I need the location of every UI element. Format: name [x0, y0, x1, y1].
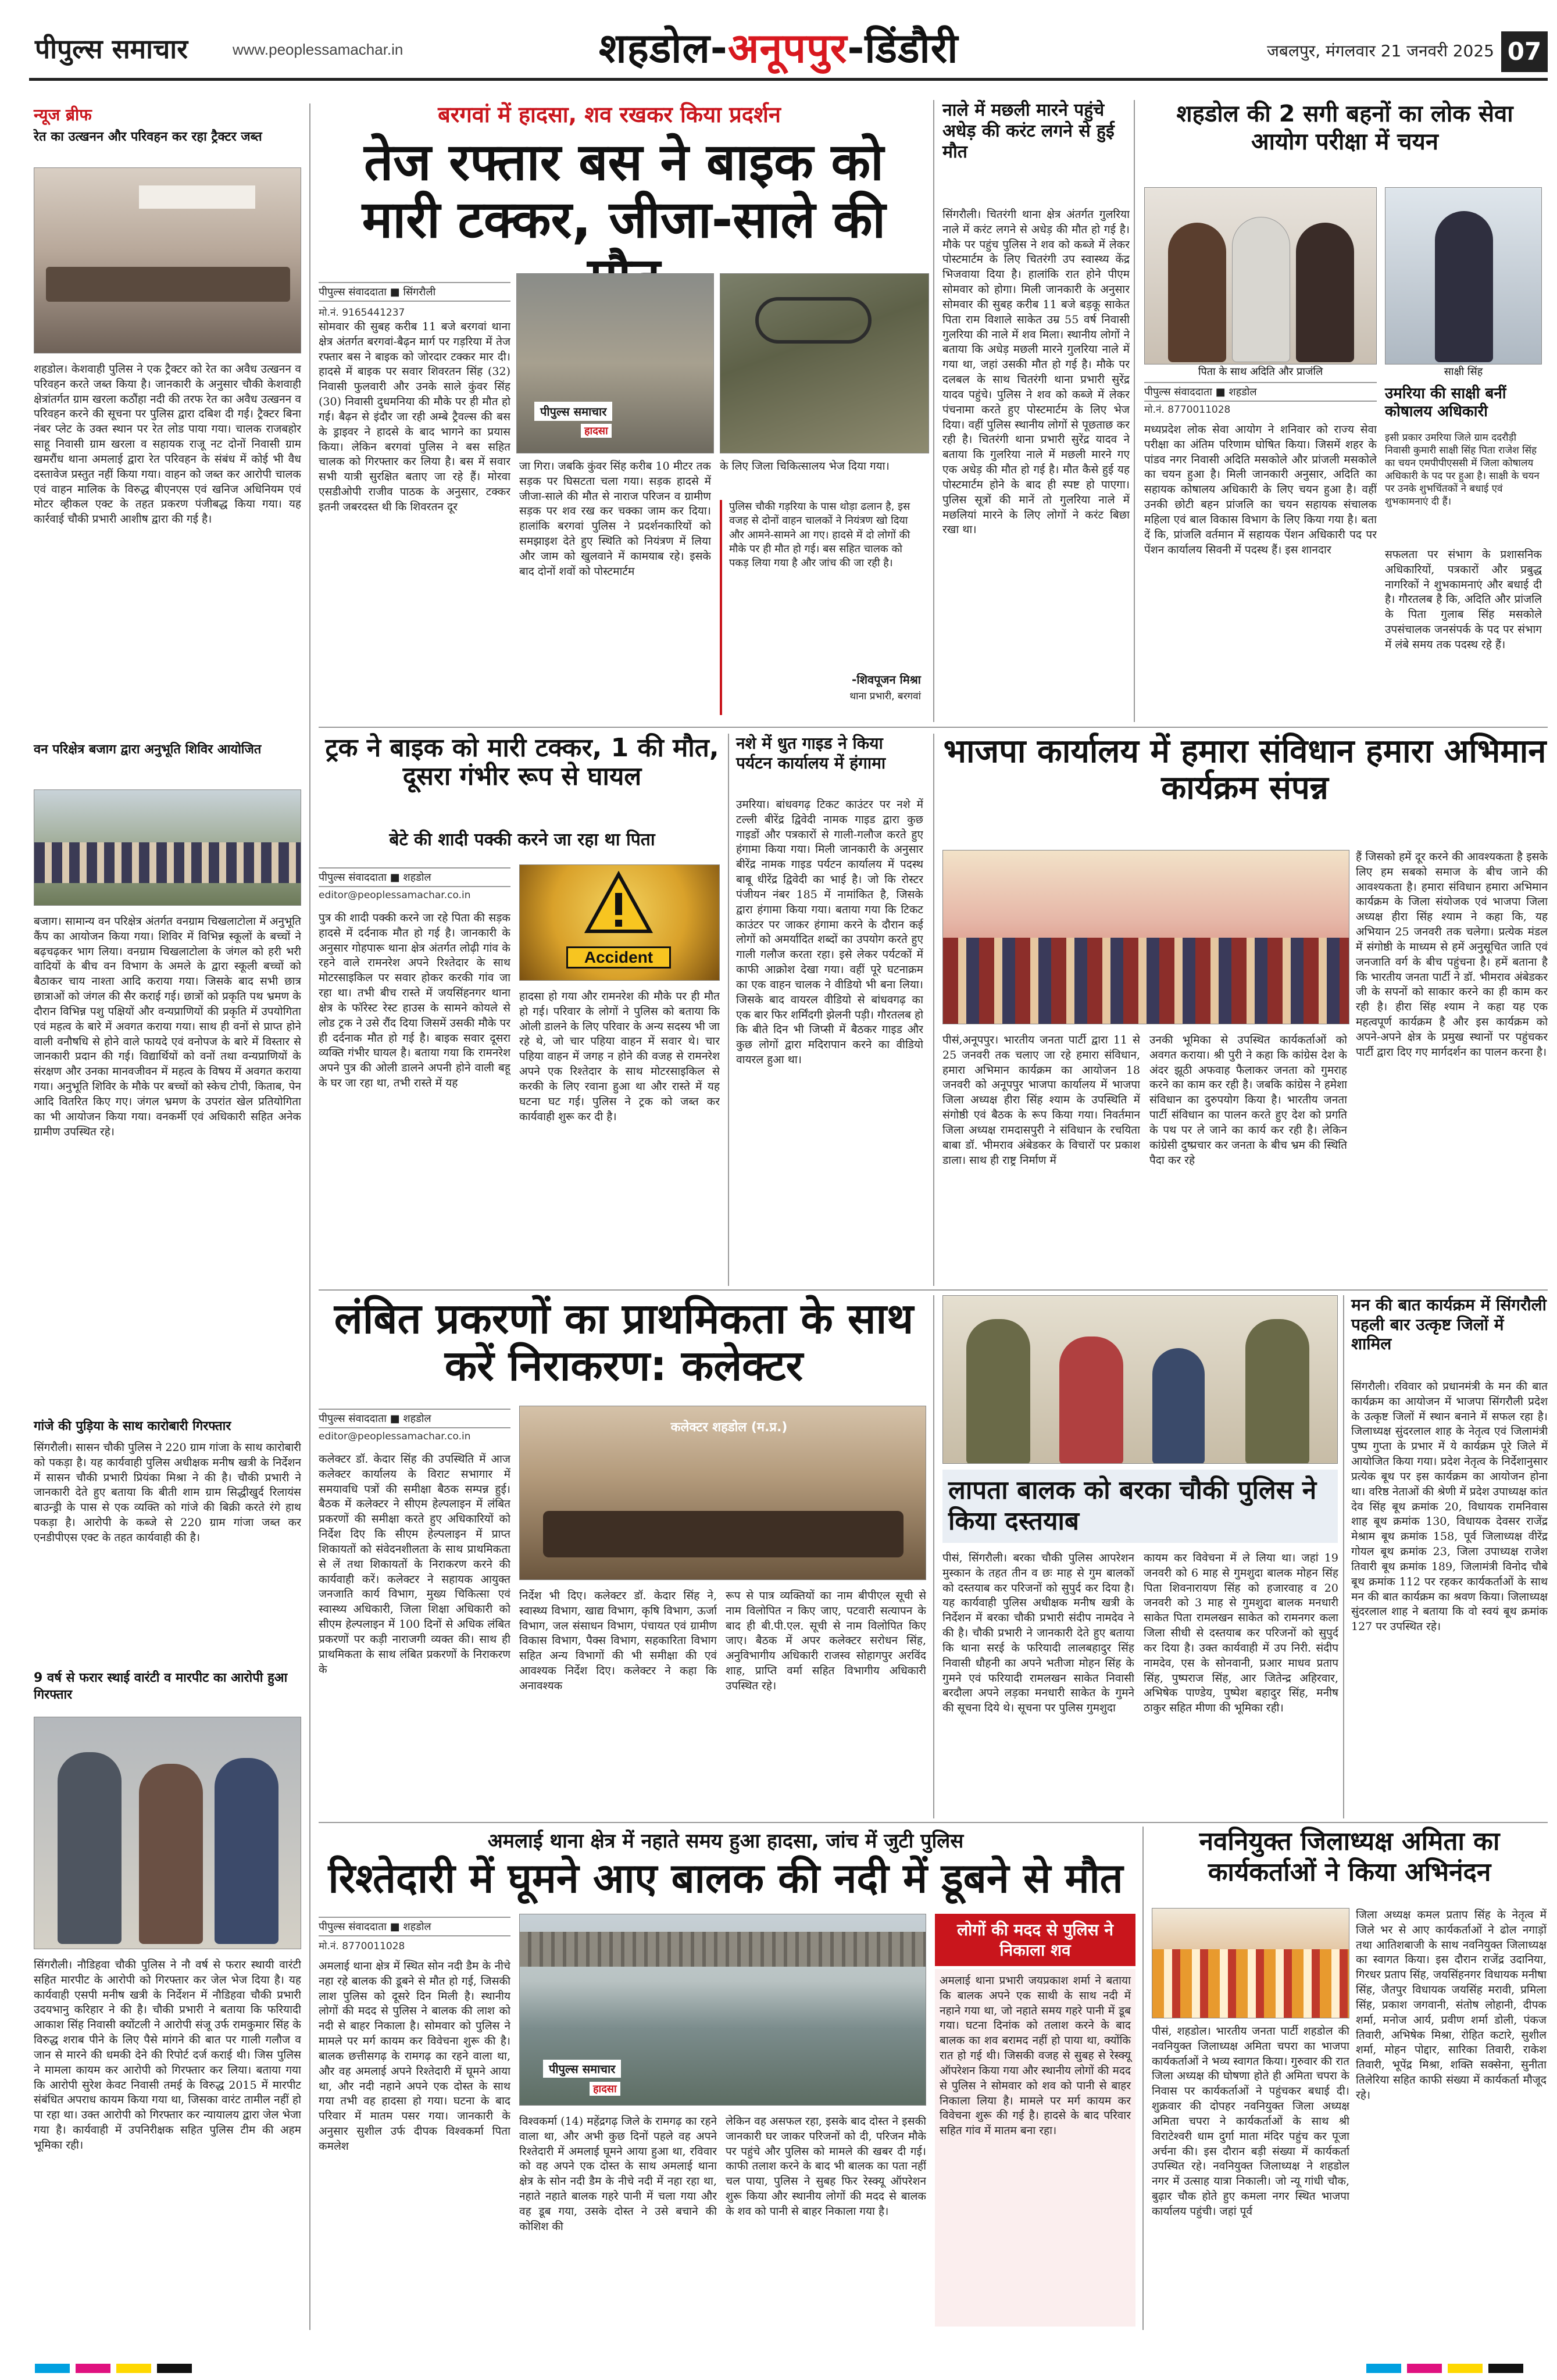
- officer-figure-2: [1245, 1319, 1309, 1464]
- guide-body: उमरिया। बांधवगढ़ टिकट काउंटर पर नशे में टल्ली बीरेंद्र द्विवेदी नामक गाइड द्वारा कुछ गाइडों और पत्रकारों से गाली-गलौज करते हुए हंगामा किया गया। मिली जानकारी के अनुसार बीरेंद्र नामक गाइड पर्यटन कार्यालय में पदस्थ बाबू धीरेंद्र द्विवेदी का भाई है। जो कि रोस्टर पंजीयन नंबर 185 में नामांकित है, जिसके द्वारा हंगामा किया गया। बताया गया कि टिकट काउंटर पर जाकर हंगामा करने के दौरान कई लोगों को अमर्यादित शब्दों का उपयोग करते हुए गाली गलौज करता रहा। इसे लेकर पर्यटकों में काफी आक्रोश देखा गया। वहीं पूरे घटनाक्रम का एक वाहन चालक ने वीडियो भी बना लिया। जिसके बाद वायरल वीडियो से बांधवगढ़ का एक बार फिर शर्मिंदगी झेलनी पड़ी। गौरतलब हो कि बीते दिन भी जिप्सी में बैठकर गाइड और कुछ लोगों द्वारा मदिरापान करने का वीडियो वायरल हुआ था।: [736, 798, 923, 1067]
- drowning-box-body: अमलाई थाना प्रभारी जयप्रकाश शर्मा ने बताया कि बालक अपने एक साथी के साथ नदी में नहाने गया था, जो नहाते समय गहरे पानी में डूब गया। घटना दिनांक को तलाश करने के बाद बालक का शव बरामद नहीं हो पाया था, क्योंकि रात हो गई थी। जिसकी वजह से सुबह से रेस्क्यू ऑपरेशन किया गया और स्थानीय लोगों की मदद से पुलिस ने सोमवार को शव को पानी से बाहर निकाला लिया है। मामले पर मर्ग कायम कर विवेचना शुरू की गई है। हादसे के बाद परिवार सहित गांव में मातम बना रहा।: [935, 1969, 1135, 2327]
- masthead-rule: [29, 78, 1548, 81]
- truck-email[interactable]: editor@peoplessamachar.co.in: [319, 889, 471, 901]
- brief-headline-3: गांजे की पुड़िया के साथ कारोबारी गिरफ्तार: [34, 1419, 231, 1434]
- lead-body-col2: जा गिरा। जबकि कुंवर सिंह करीब 10 मीटर तक सड़क पर घिसटता चला गया। सड़क हादसे में जीजा-साले की मौत से नाराज परिजन व ग्रामीण सड़क पर शव रख कर चक्का जाम कर दिया। हालांकि बरगवां पुलिस ने प्रदर्शनकारियों को समझाइश देते हुए स्थिति को नियंत्रण में लिया और जाम को खुलवाने में कामयाब रहे। इसके बाद दोनों शवों को पोस्टमार्टम: [519, 460, 711, 578]
- guide-story: [728, 734, 926, 1286]
- collector-byline-city: शहडोल: [403, 1413, 431, 1425]
- black-mark: [157, 2364, 192, 2373]
- cyan-mark-right: [1366, 2364, 1401, 2373]
- bjp-story: [933, 734, 1548, 1286]
- drowning-body-col3: लेकिन वह असफल रहा, इसके बाद दोस्त ने इसकी जानकारी घर जाकर परिजनों को दी, परिजन मौके पर पहुंचे और पुलिस को मामले की खबर दी गई। काफी तलाश करने के बाद भी बालक का पता नहीं चल पाया, पुलिस ने सुबह फिर रेस्क्यू ऑपरेशन शुरू किया और स्थानीय लोगों की मदद से बालक के शव को पानी से बाहर निकाला गया है।: [726, 2115, 926, 2218]
- collector-body-col3: रूप से पात्र व्यक्तियों का नाम बीपीएल सूची से नाम विलोपित न किए जाए, पटवारी सत्यापन के बाद ही बी.पी.एल. सूची से नाम विलोपित किए जाए। बैठक में अपर कलेक्टर सरोधन सिंह, अनुविभागीय अधिकारी राजस्व सोहागपुर अरविंद शाह, प्राप्ति वर्मा सहित विभागीय अधिकारी उपस्थित रहे।: [726, 1589, 926, 1692]
- missing-boy-body-col2: कायम कर विवेचना में ले लिया था। जहां 19 जनवरी को 6 माह से गुमशुदा बालक मोहन सिंह पिता शिवनारायण सिंह को हजारवाह व 20 जनवरी को 3 माह से गुमशुदा बालक मनधारी साकेत पिता रामलखन साकेत को रामनगर कला जिला सीधी से दस्तयाब कर परिजनों को सुपुर्द कर दिया है। उक्त कार्यवाही में उप निरी. संदीप नामदेव, एस के सोनवानी, प्रआर माधव प्रताप सिंह, पुष्पराज सिंह, आर जितेन्द्र अहिरवार, अभिषेक पाण्डेय, पुष्पेश बहादुर सिंह, मनीष ठाकुर सहित मीणा की भूमिका रही।: [1144, 1552, 1338, 1715]
- region-title: [599, 19, 958, 74]
- truck-body-col2: हादसा हो गया और रामनरेश की मौके पर ही मौत हो गई। परिवार के लोगों ने पुलिस को बताया कि ओली डालने के लिए परिवार के अन्य सदस्य भी जा रहे थे, जो चार पहिया वाहन में सवार थे। चार पहिया वाहन में जगह न होने की वजह से रामनरेश अपने एक रिश्तेदार के साथ मोटरसाइकिल से करकी के लिए रवाना हुआ था और रास्ते में यह घटना घट गई। पुलिस ने ट्रक को जब्त कर कार्यवाही शुरू कर दी है।: [519, 990, 720, 1123]
- wrecked-bike: [755, 297, 872, 344]
- masthead: [0, 0, 1557, 76]
- wall-banner: [139, 185, 255, 209]
- lead-mobile: मो.नं. 9165441237: [319, 307, 405, 319]
- missing-boy-headline: लापता बालक को बरका चौकी पुलिस ने किया दस्तयाब: [942, 1470, 1338, 1543]
- sisters-byline-city: शहडोल: [1229, 386, 1257, 398]
- yellow-mark-right: [1448, 2364, 1483, 2373]
- accused-figure-2: [139, 1764, 203, 1944]
- conference-table: [543, 1511, 904, 1557]
- lead-photo-wreck: [720, 273, 929, 453]
- sisters-mobile: मो.नं. 8770011028: [1144, 404, 1231, 416]
- river-photo: [519, 1914, 926, 2106]
- child-figure: [1152, 1348, 1205, 1464]
- audience-rows: [943, 938, 1349, 1024]
- drowning-byline-city: शहडोल: [403, 1921, 431, 1933]
- sisters-headline: शहडोल की 2 सगी बहनों का लोक सेवा आयोग परीक्षा में चयन: [1176, 101, 1513, 155]
- truck-body-col1: पुत्र की शादी पक्की करने जा रहे पिता की सड़क हादसे में दर्दनाक मौत हो गई है। जानकारी के अनुसार गोहपारू थाना क्षेत्र अंतर्गत लोढ़ी गांव के रहने वाले रामनरेश अपने रिश्तेदार के साथ मोटरसाइकिल पर सवार होकर करकी गांव जा रहा था। तभी बीच रास्ते में जयसिंहनगर थाना क्षेत्र के फॉरेस्ट रेस्ट हाउस के सामने कोयले से लोड ट्रक ने उसे रौंद दिया जिसमें उसकी मौके पर ही दर्दनाक मौत हो गई है। बाइक सवार दूसरा व्यक्ति गंभीर घायल है। बताया गया कि रामनरेश अपने पुत्र की ओली डालने अपनी होने वाली बहू के घर जा रहा था, तभी रास्ते में यह: [319, 912, 510, 1090]
- lead-story: [319, 99, 929, 721]
- accident-label: Accident: [566, 946, 671, 969]
- region-dindori: -डिंडौरी: [847, 24, 959, 72]
- sister-figure-1: [1168, 223, 1226, 362]
- photo-tag-red: हादसा: [581, 424, 612, 438]
- brief-body-1: शहडोल। केशवाही पुलिस ने एक ट्रैक्टर को रेत का अवैध उत्खनन व परिवहन करते जब्त किया है। जानकारी के अनुसार चौकी केशवाही क्षेत्रांतर्गत ग्राम खरला कठौंहा नदी की तरफ रेत का अवैध उत्खनन व परिवहन करने की सूचना पर पुलिस द्वारा दबिश दी गई। ट्रैक्टर बिना नंबर प्लेट के उक्त स्थान पर रेत लोड पाया गया। चालक राजबहोर साहू निवासी ग्राम खरला व सहायक राजू नट दोनों निवासी ग्राम खमरौंध थाना अमलाई द्वारा रेत परिवहन के संबंध में कोई भी वैध दस्तावेज प्रस्तुत नहीं किया गया। वाहन को जब्त कर आरोपी चालक एवं वाहन मालिक के विरुद्ध बीएनएस एवं खनिज अधिनियम एवं मोटर व्हीकल एक्ट के तहत प्रकरण पंजीबद्ध किया गया। यह कार्रवाई चौकी प्रभारी आशीष द्वारा की गई है।: [34, 363, 301, 526]
- sister-figure-2: [1296, 223, 1354, 362]
- sisters-byline-reporter: पीपुल्स संवाददाता: [1144, 386, 1212, 398]
- row-divider-2: [319, 1289, 1548, 1291]
- region-shahdol: शहडोल-: [599, 24, 728, 72]
- print-color-strip: [0, 2364, 1557, 2373]
- quote-text: पुलिस चौकी गड़रिया के पास थोड़ा ढलान है, इस वजह से दोनों वाहन चालकों ने नियंत्रण खो दिया और आमने-सामने आ गए। हादसे में दो लोगों की मौके पर ही मौत हो गई। बस सहित चालक को पकड़ लिया गया है और जांच की जा रही है।: [729, 501, 910, 570]
- brief-photo-1: [34, 167, 301, 353]
- lead-kicker: बरगवां में हादसा, शव रखकर किया प्रदर्शन: [438, 102, 781, 127]
- column-divider-left: [309, 103, 310, 2330]
- collector-byline: पीपुल्स संवाददाता ■ शहडोल: [319, 1409, 510, 1428]
- missing-boy-photo: [942, 1295, 1338, 1464]
- truck-subhead: बेटे की शादी पक्की करने जा रहा था पिता: [389, 830, 655, 850]
- lead-quote: [720, 500, 923, 715]
- row-divider-1: [319, 727, 1548, 728]
- publication-logo: पीपुल्स समाचार: [35, 33, 188, 65]
- students-group: [34, 842, 301, 883]
- black-mark-right: [1488, 2364, 1523, 2373]
- accident-graphic: [519, 864, 720, 981]
- byline-city: सिंगरौली: [403, 286, 436, 298]
- sisters-body-col1: मध्यप्रदेश लोक सेवा आयोग ने शनिवार को राज्य सेवा परीक्षा का अंतिम परिणाम घोषित किया। जिसमें शहर के पांडव नगर निवासी अदिति मसकोले और प्रांजली मसकोले का चयन हुआ है। मिली जानकारी अनुसार, अदिति का सहायक कोषालय अधिकारी के लिए चयन हुआ है। वहीं उनकी छोटी बहन प्रांजलि का चयन सहायक संचालक महिला एवं बाल विकास विभाग के लिए किया गया है। बता दें कि, प्रांजलि वर्तमान में सहायक पेंशन अधिकारी पद पर पेंशन कार्यालय सिवनी में पदस्थ हैं। इस शानदार: [1144, 423, 1377, 556]
- lead-headline: तेज रफ्तार बस ने बाइक को मारी टक्कर, जीजा-साले की: [362, 132, 886, 249]
- cyan-mark: [35, 2364, 70, 2373]
- truck-byline-city: शहडोल: [403, 871, 431, 884]
- drowning-box-title: लोगों की मदद से पुलिस ने निकाला शव: [935, 1914, 1135, 1966]
- sisters-byline: पीपुल्स संवाददाता ■ शहडोल: [1144, 382, 1377, 402]
- amita-body-col2: जिला अध्यक्ष कमल प्रताप सिंह के नेतृत्व में जिले भर से आए कार्यकर्ताओं ने ढोल नगाड़ों तथा आतिशबाजी के साथ नवनियुक्त जिलाध्यक्ष का स्वागत किया। इस दौरान राजेंद्र उदानिया, गिरधर प्रताप सिंह, जयसिंहनगर विधायक मनीषा सिंह, जैतपुर विधायक जयसिंह मरावी, प्रमिला सिंह, प्रकाश जगवानी, संतोष लोहानी, दीपक शर्मा, मनोज आर्य, प्रवीण शर्मा डोली, पंकज तिवारी, अभिषेक मिश्रा, रोहित कटारे, सुशील शर्मा, मोहन पोद्दार, सारिका तिवारी, राकेश तिवारी, भूपेंद्र मिश्रा, शक्ति सक्सेना, सुनीता तिलेरिया सहित काफी संख्या में कार्यकर्ता मौजूद रहे।: [1356, 1909, 1547, 2102]
- brief-photo-4: [34, 1717, 301, 1949]
- drowning-body-col1: अमलाई थाना क्षेत्र में स्थित सोन नदी डैम के नीचे नहा रहे बालक की डूबने से मौत हो गई, जिसकी लाश पुलिस को दूसरे दिन मिली है। स्थानीय लोगों की मदद से पुलिस ने बालक की लाश को नदी से बाहर निकाला है। सोमवार को पुलिस ने मामले पर मर्ग कायम कर विवेचना शुरू की है। बालक छत्तीसगढ़ के रामगढ़ का रहने वाला था, और वह अमलाई अपने रिश्तेदारी में घूमने आया था, और नदी नहाने अपने एक दोस्त के साथ गया तभी वह हादसा हो गया। घटना के बाद परिवार में मातम पसर गया। जानकारी के अनुसार सुशील उर्फ दीपक विश्वकर्मा पिता कमलेश: [319, 1960, 510, 2153]
- guide-headline: नशे में धुत गाइड ने किया पर्यटन कार्यालय में हंगामा: [736, 734, 886, 773]
- family-figure: [1059, 1336, 1123, 1464]
- drowning-mobile: मो.नं. 8770011028: [319, 1941, 405, 1952]
- collector-body-col2: निर्देश भी दिए। कलेक्टर डॉ. केदार सिंह ने, स्वास्थ्य विभाग, खाद्य विभाग, कृषि विभाग, ऊर्जा विभाग, जल संसाधन विभाग, पंचायत एवं ग्रामीण विकास विभाग, पैक्स विभाग, सहकारिता विभाग सहित अन्य विभागों की भी समीक्षा की एवं आवश्यक निर्देश दिए। कलेक्टर ने कहा कि अनावश्यक: [519, 1589, 717, 1692]
- dam-structure: [520, 1932, 926, 1967]
- bjp-body-col1: पीसं,अनूपपुर। भारतीय जनता पार्टी द्वारा 11 से 25 जनवरी तक चलाए जा रहे हमारा संविधान, हमारा अभिमान कार्यक्रम का आयोजन 18 जनवरी को अनूपपुर भाजपा कार्यालय में भाजपा जिला अध्यक्ष हीरा सिंह श्याम के उपस्थिति में संगोष्ठी एवं बैठक के रूप किया गया। निवर्तमान जिला अध्यक्ष रामदासपुरी ने संविधान के रचयिता बाबा डॉ. भीमराव अंबेडकर के विचारों पर प्रकाश डाला। साथ ही राष्ट्र निर्माण में: [942, 1034, 1140, 1167]
- drowning-byline-reporter: पीपुल्स संवाददाता: [319, 1921, 387, 1933]
- sakshi-body: इसी प्रकार उमरिया जिले ग्राम ददरौड़ी निवासी कुमारी साक्षी सिंह पिता राजेश सिंह का चयन एमपीपीएससी में जिला कोषालय अधिकारी के पद पर हुआ है। साक्षी के चयन पर उनके शुभचिंतकों ने बधाई एवं शुभकामनाएं दी हैं।: [1385, 432, 1540, 508]
- photo-tag-brand: पीपुल्स समाचार: [540, 405, 607, 419]
- collector-byline-reporter: पीपुल्स संवाददाता: [319, 1413, 387, 1425]
- collector-photo: [519, 1406, 926, 1580]
- accused-figure-1: [58, 1752, 122, 1944]
- drowning-body-col2: विश्वकर्मा (14) महेंद्रगढ़ जिले के रामगढ़ का रहने वाला था, और अभी कुछ दिनों पहले वह अपने रिश्तेदारी में अमलाई घूमने आया हुआ था, रविवार को वह अपने एक दोस्त के साथ अमलाई थाना क्षेत्र के सोन नदी डैम के नीचे नदी में नहा रहा था, नहाते नहाते बालक गहरे पानी में चला गया और वह डूब गया, उसके दोस्त ने उसे बचाने की कोशिश की: [519, 2115, 717, 2233]
- brief-headline-2: वन परिक्षेत्र बजाग द्वारा अनुभूति शिविर आयोजित: [34, 742, 262, 757]
- sakshi-subhead: उमरिया की साक्षी बनीं कोषालय अधिकारी: [1385, 385, 1506, 421]
- mann-ki-baat-story: [1343, 1295, 1548, 1818]
- drowning-kicker: अमलाई थाना क्षेत्र में नहाते समय हुआ हादसा, जांच में जुटी पुलिस: [487, 1829, 964, 1853]
- page-number: 07: [1501, 31, 1548, 72]
- magenta-mark-right: [1407, 2364, 1442, 2373]
- current-death-story: [933, 100, 1131, 722]
- garland-group: [1152, 1949, 1349, 2018]
- quote-author: -शिवपूजन मिश्रा: [852, 673, 921, 687]
- bjp-photo: [942, 850, 1349, 1024]
- issue-date: जबलपुर, मंगलवार 21 जनवरी 2025: [1267, 41, 1494, 60]
- region-anuppur: अनूपपुर: [727, 24, 848, 72]
- row-divider-3: [319, 1822, 1548, 1823]
- brief-body-2: बजाग। सामान्य वन परिक्षेत्र अंतर्गत वनग्राम चिखलाटोला में अनुभूति कैंप का आयोजन किया गया। शिविर में विभिन्न स्कूलों के बच्चों ने बढ़चढ़कर भाग लिया। वनग्राम चिखलाटोला के जंगल को हरी भरी वादियों के बीच वन विभाग के अमले के द्वारा स्कूली बच्चों को बैठाकर चाय नाश्ता आदि कराया गया। जिसके बाद सभी छात्र छात्राओं को जंगल की सैर कराई गई। छात्रों को प्रकृति पथ भ्रमण के दौरान विभिन्न पशु पक्षियों और वन्यप्राणियों की प्रकृति में उपयोगिता एवं महत्व के बारे में अवगत कराया गया। साथ ही वनों से प्राप्त होने वाली वनौषधि से होने वाले फायदे एवं वनोपज के बारे में विस्तार से जानकारी प्रदान की गई। विद्यार्थियों को वनों तथा वन्यप्राणियों के संरक्षण और उनका मानवजीवन में महत्व के विषय में अवगत कराया गया। अनुभूति शिविर के मौके पर बच्चों को स्केच टोपी, किताब, पेन आदि वितरित किए गए। जंगल भ्रमण के उपरांत खेल प्रतियोगिता का भी आयोजन किया गया। वनकर्मी एवं अधिकारी सहित अनेक ग्रामीण उपस्थित रहे।: [34, 915, 301, 1138]
- amita-photo: [1152, 1908, 1349, 2018]
- missing-boy-story: [933, 1295, 1340, 1818]
- drowning-story: [319, 1827, 1138, 2330]
- sisters-story: [1134, 100, 1548, 722]
- mann-ki-baat-headline: मन की बात कार्यक्रम में सिंगरौली पहली बार उत्कृष्ट जिलों में शामिल: [1351, 1295, 1547, 1354]
- brief-headline-1: रेत का उत्खनन और परिवहन कर रहा ट्रैक्टर जब्त: [34, 130, 262, 144]
- warning-triangle-icon: [584, 871, 653, 935]
- mann-ki-baat-body: सिंगरौली। रविवार को प्रधानमंत्री के मन की बात कार्यक्रम का आयोजन में भाजपा सिंगरौली प्रदेश के उत्कृष्ट जिलों में स्थान बनाने में सफल रहा है। जिलाध्यक्ष सुंदरलाल शाह के नेतृत्व एवं जिलामंत्री पुष्प गुप्ता के प्रभार में ये कार्यक्रम पूरे जिले में आयोजित किया गया। प्रदेश नेतृत्व के निर्देशानुसार प्रत्येक बूथ पर इस कार्यक्रम का आयोजन होना था। वरिष्ठ नेताओं की श्रेणी में प्रदेश उपाध्यक्ष कांत देव सिंह बूथ क्रमांक 20, विधायक रामनिवास शाह बूथ क्रमांक 130, विधायक देवसर राजेंद्र मेश्राम बूथ क्रमांक 158, पूर्व जिलाध्यक्ष वीरेंद्र गोयल बूथ क्रमांक 23, जिला उपाध्यक्ष राजेश तिवारी बूथ क्रमांक 189, जिलामंत्री विनोद चौबे बूथ क्रमांक 112 पर रहकर कार्यकर्ताओं के साथ मन की बात कार्यक्रम का श्रवण किया। जिलाध्यक्ष सुंदरलाल शाह ने बताया कि वो स्वयं बूथ क्रमांक 127 पर उपस्थित रहे।: [1351, 1380, 1548, 1634]
- magenta-mark: [76, 2364, 110, 2373]
- lead-body-col1: सोमवार की सुबह करीब 11 बजे बरगवां थाना क्षेत्र अंतर्गत बरगवां-बैढ़न मार्ग पर गड़रिया में तेज रफ्तार बस ने बाइक को जोरदार टक्कर मार दी। हादसे में बाइक पर सवार शिवरतन सिंह (32) निवासी फुलवारी और उनके साले कुंवर सिंह (30) निवासी दुधमनिया की मौके पर ही मौत हो गई। बैढ़न से इंदौर जा रही अम्बे ट्रैवल्स की बस के ड्राइवर ने हादसे के बाद भागने का प्रयास किया। लेकिन बरगवां पुलिस ने बस सहित चालक को गिरफ्तार कर लिया है। बस में सवार सभी यात्री सुरक्षित बताए जा रहे हैं। मोरवा एसडीओपी राजीव पाठक के अनुसार, टक्कर इतनी जबरदस्त थी कि शिवरतन दूर: [319, 320, 510, 513]
- sisters-photo: [1144, 187, 1377, 364]
- bjp-body-col2: उनकी भूमिका से उपस्थित कार्यकर्ताओं को अवगत कराया। श्री पुरी ने कहा कि कांग्रेस देश के अंदर झूठी अफवाह फैलाकर जनता को गुमराह करने का काम कर रही है। जबकि कांग्रेस ने हमेशा संविधान का दुरुपयोग किया है। भारतीय जनता पार्टी संविधान का पालन करते हुए देश को प्रगति के पथ पर ले जाने का कार्य कर रही है। लेकिन कांग्रेसी दुष्प्रचार कर जनता के बीच भ्रम की स्थिति पैदा कर रहे: [1149, 1034, 1347, 1167]
- sisters-body-col2: सफलता पर संभाग के प्रशासनिक अधिकारियों, पत्रकारों और प्रबुद्ध नागरिकों ने शुभकामनाएं और बधाई दी है। गौरतलब है कि, अदिति और प्रांजलि के पिता गुलाब सिंह मसकोले उपसंचालक जनसंपर्क के पद पर संभाग में लंबे समय तक पदस्थ रहे हैं।: [1385, 548, 1542, 651]
- photo-tag: [534, 402, 612, 421]
- brief-headline-4: 9 वर्ष से फरार स्थाई वारंटी व मारपीट का आरोपी हुआ गिरफ्तार: [34, 1671, 288, 1702]
- photo-tag-red-2: हादसा: [590, 2082, 620, 2096]
- lead-body-col3: के लिए जिला चिकित्सालय भेज दिया गया।: [720, 460, 890, 473]
- quote-role: थाना प्रभारी, बरगवां: [849, 691, 921, 702]
- sakshi-figure: [1435, 211, 1493, 362]
- bjp-headline: भाजपा कार्यालय में हमारा संविधान हमारा अभिमान कार्यक्रम संपन्न: [943, 732, 1547, 807]
- sakshi-photo-caption: साक्षी सिंह: [1385, 364, 1542, 378]
- truck-headline: ट्रक ने बाइक को मारी टक्कर, 1 की मौत, दूसरा गंभीर रूप से घायल: [325, 733, 719, 792]
- amita-body-col1: पीसं, शहडोल। भारतीय जनता पार्टी शहडोल की नवनियुक्त जिलाध्यक्ष अमिता चपरा का भाजपा कार्यकर्ताओं ने भव्य स्वागत किया। गुरुवार की रात जिला अध्यक्ष की घोषणा होते ही अमिता चपरा के निवास पर कार्यकर्ताओं ने पहुंचकर बधाई दी। शुक्रवार की दोपहर नवनियुक्त जिला अध्यक्ष अमिता चपरा ने कार्यकर्ताओं के साथ श्री विराटेश्वरी धाम दुर्गा माता मंदिर पहुंच कर पूजा अर्चना की। इस दौरान बड़ी संख्या में कार्यकर्ता उपस्थित रहे। नवनियुक्त जिलाध्यक्ष ने शहडोल नगर में उत्साह यात्रा निकाली। जो न्यू गांधी चौक, बुढ़ार चौक होते हुए कमला नगर स्थित भाजपा कार्यालय पहुंची। जहां पूर्व: [1152, 2025, 1349, 2218]
- lead-byline: पीपुल्स संवाददाता ■ सिंगरौली: [319, 282, 510, 302]
- truck-story: [319, 734, 726, 1286]
- meeting-table: [46, 267, 290, 302]
- accused-figure-3: [215, 1758, 278, 1944]
- bjp-body-col3: हैं जिसको हमें दूर करने की आवश्यकता है इसके लिए हम सबको समाज के बीच जाने की आवश्यकता है। हमारा संविधान हमारा अभिमान कार्यक्रम के जिला संयोजक एवं भाजपा जिला अध्यक्ष हीरा सिंह श्याम ने कहा कि, यह अभियान 25 जनवरी तक चलेगा। प्रत्येक मंडल में संगोष्ठी के माध्यम से हमें अनुसूचित जाति एवं जनजाति वर्ग के बीच पहुंचना है। हमें बताना है कि भारतीय जनता पार्टी ने डॉ. भीमराव अंबेडकर जी के सपनों को साकार करने का ही काम कर रही है। हीरा सिंह श्याम ने कहा यह एक महत्वपूर्ण कार्यक्रम है और इस कार्यक्रम को अपने-अपने क्षेत्र के प्रमुख स्थानों पर पहुंचकर पार्टी द्वारा दिए गए मार्गदर्शन का पालन करना है।: [1356, 850, 1548, 1059]
- drowning-byline: पीपुल्स संवाददाता ■ शहडोल: [319, 1917, 510, 1936]
- missing-boy-body-col1: पीसं, सिंगरौली। बरका चौकी पुलिस आपरेशन मुस्कान के तहत तीन व छः माह से गुम बालकों को दस्तयाब कर परिजनों को सुपुर्द कर दिया है। यह कार्यवाही पुलिस अधीक्षक मनीष खत्री के निर्देशन में बरका चौकी प्रभारी संदीप नामदेव ने की है। चौकी प्रभारी ने जानकारी देते हुए बताया कि थाना सरई के फरियादी लालबहादुर सिंह निवासी धौहनी का अपने भतीजा मोहन सिंह के गुमने एवं फरियादी रामलखन साकेत निवासी बरदौला अपने लड़का मनधारी साकेत के गुमने की सूचना दिये थे। सूचना पर पुलिस गुमशुदा: [942, 1552, 1134, 1715]
- truck-byline-reporter: पीपुल्स संवाददाता: [319, 871, 387, 884]
- officer-figure: [966, 1319, 1030, 1464]
- site-url[interactable]: www.peoplessamachar.in: [233, 41, 403, 58]
- collector-story: [319, 1295, 929, 1818]
- amita-headline: नवनियुक्त जिलाध्यक्ष अमिता का कार्यकर्ताओं ने किया अभिनंदन: [1199, 1827, 1500, 1887]
- current-death-body: सिंगरौली। चितरंगी थाना क्षेत्र अंतर्गत गुलरिया नाले में करंट लगने से अधेड़ की मौत हो गई है। मौके पर पहुंच पुलिस ने शव को कब्जे में लेकर पोस्टमार्टम के लिए चितरंगी उप स्वास्थ्य केंद्र भिजवाया दिया है। हालांकि रात होने पीएम सोमवार को होगा। मिली जानकारी के अनुसार सोमवार की सुबह करीब 11 बजे बड़कू साकेत पिता राम विशाले साकेत उम्र 55 वर्ष निवासी गुलरिया की नाले में शव मिला। स्थानीय लोगों ने बताया कि अधेड़ मछली मारने गुलरिया नाले में गया था, जहां उसकी मौत हो गई है। मौके पर दलबल के साथ चितरंगी थाना प्रभारी सुरेंद्र यादव पहुंचे। पुलिस ने शव को कब्जे में लेकर पंचनामा करते हुए पोस्टमार्टम के लिए भेज दिया। वहीं पुलिस स्थानीय लोगों से पूछताछ कर रही है। चितरंगी थाना प्रभारी सुरेंद्र यादव ने बताया कि गुलरिया नाले में मछली मारने गए एक अधेड़ की मौत हो गई है। मौत कैसे हुई यह पोस्टमार्टम होने के बाद ही स्पष्ट हो पाएगा। पुलिस सूत्रों की मानें तो गुलरिया नाले में मछलियां मारने के लिए लोगों ने करंट बिछा रखा था।: [942, 208, 1130, 537]
- yellow-mark: [116, 2364, 151, 2373]
- news-brief-column: [34, 103, 302, 2330]
- collector-photo-label: कलेक्टर शहडोल (म.प्र.): [670, 1420, 788, 1435]
- current-death-headline: नाले में मछली मारने पहुंचे अधेड़ की करंट लगने से हुई मौत: [942, 100, 1115, 162]
- collector-email[interactable]: editor@peoplessamachar.co.in: [319, 1431, 471, 1442]
- father-figure: [1232, 217, 1290, 362]
- byline-reporter: पीपुल्स संवाददाता: [319, 286, 387, 298]
- drowning-headline: रिश्तेदारी में घूमने आए बालक की नदी में डूबने से मौत: [328, 1854, 1123, 1902]
- brief-body-3: सिंगरौली। सासन चौकी पुलिस ने 220 ग्राम गांजा के साथ कारोबारी को पकड़ा है। यह कार्यवाही पुलिस अधीक्षक मनीष खत्री के निर्देशन में सासन चौकी प्रभारी प्रियंका मिश्रा ने की है। चौकी प्रभारी ने जानकारी देते हुए बताया कि बीती शाम ग्राम सिद्धीखुर्द रिलायंस बाउन्ड्री के पास से एक व्यक्ति को गांजे की बिक्री करते रंगे हाथ पकड़ा है। आरोपी के कब्जे से 220 ग्राम गांजा जब्त कर एनडीपीएस एक्ट के तहत कार्यवाही की है।: [34, 1441, 301, 1544]
- truck-byline: पीपुल्स संवाददाता ■ शहडोल: [319, 867, 510, 887]
- photo-tag-brand-2: पीपुल्स समाचार: [543, 2060, 621, 2078]
- amita-story: [1142, 1827, 1548, 2330]
- news-brief-badge: न्यूज ब्रीफ: [34, 105, 92, 124]
- brief-photo-2: [34, 789, 301, 906]
- collector-body-col1: कलेक्टर डॉ. केदार सिंह की उपस्थिति में आज कलेक्टर कार्यालय के विराट सभागार में समयावधि पत्रों की समीक्षा बैठक सम्पन्न हुई। बैठक में कलेक्टर ने सीएम हेल्पलाइन में लंबित प्रकरणों की समीक्षा करते हुए अधिकारियों को निर्देश दिए कि सीएम हेल्पलाइन में प्राप्त शिकायतों को संवेदनशीलता के साथ प्राथमिकता से लें तथा शिकायतों के निराकरण करने की कार्यवाही करें। कलेक्टर ने सहायक आयुक्त जनजाति कार्य विभाग, मुख्य चिकित्सा एवं स्वास्थ्य अधिकारी, जिला शिक्षा अधिकारी को सीएम हेल्पलाइन में 100 दिनों से अधिक लंबित प्रकरणों पर कड़ी नाराजगी व्यक्त की। साथ ही प्राथमिकता के साथ लंबित प्रकरणों के निराकरण के: [319, 1453, 510, 1676]
- sisters-photo-caption: पिता के साथ अदिति और प्राजंलि: [1144, 364, 1377, 378]
- lead-photo-crowd: [516, 273, 714, 453]
- sakshi-photo: [1385, 187, 1542, 364]
- brief-body-4: सिंगरौली। नौडिहवा चौकी पुलिस ने नौ वर्ष से फरार स्थायी वारंटी सहित मारपीट के आरोपी को गिरफ्तार कर जेल भेज दिया है। यह कार्यवाही एसपी मनीष खत्री के निर्देशन में नौडिहवा चौकी प्रभारी उदयभानु करिहार ने की है। चौकी प्रभारी ने बताया कि फरियादी आकाश सिंह निवासी क्योंटली ने आरोपी संजू उर्फ रामकुमार सिंह के विरुद्ध शराब पीने के लिए पैसे मांगने की बात पर गाली गलौज व जान से मारने की धमकी देने की रिपोर्ट दर्ज कराई थी। जिस पुलिस ने मामला कायम कर आरोपी को गिरफ्तार कर लिया। बताया गया कि आरोपी सुरेश केवट निवासी तमई के विरुद्ध 2015 में मारपीट संबंधित अपराध कायम किया गया था, जिसका वारंट तामील नहीं हो पा रहा था। उक्त आरोपी को गिरफ्तार कर न्यायालय द्वारा जेल भेजा गया है। कार्यवाही में उपनिरीक्षक सहित पुलिस टीम की अहम भूमिका रही।: [34, 1959, 301, 2152]
- collector-headline: लंबित प्रकरणों का प्राथमिकता के साथ करें निराकरण: कलेक्टर: [334, 1294, 914, 1390]
